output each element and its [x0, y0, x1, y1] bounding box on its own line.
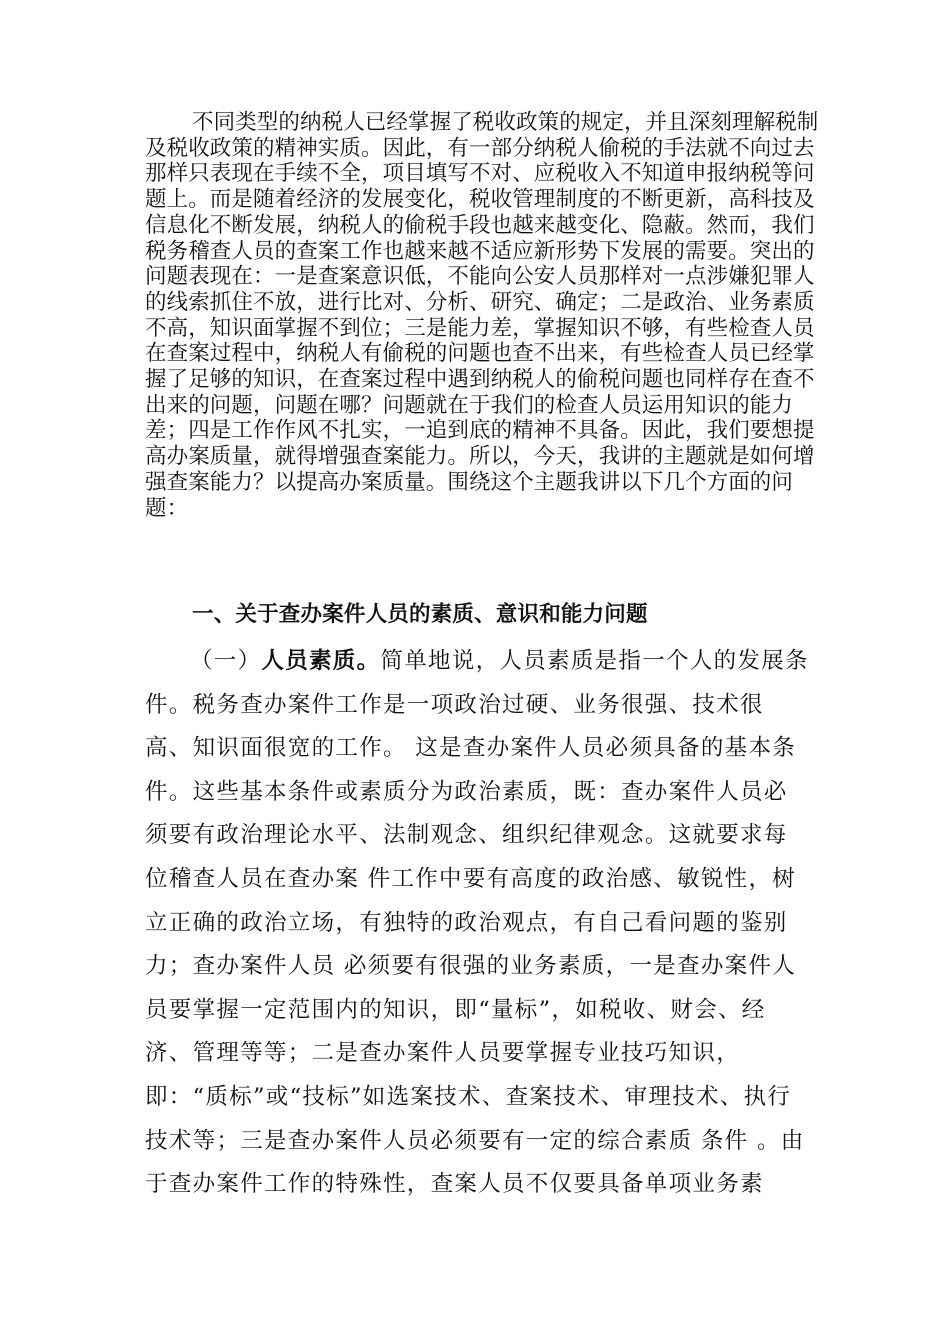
personnel-quality-paragraph: [145, 640, 810, 1207]
personnel-quality-text: 简单地说，人员素质是指一个人的发展条件。税务查办案件工作是一项政治过硬、业务很强、技术很高、知识面很宽的工作。 这是查办案件人员必须具备的基本条件。这些基本条件或素质分为政治素质，既：查办案件人员必须要有政治理论水平、法制观念、组织纪律观念。这就要求每位稽查人员在查办案 件工作中要有高度的政治感、敏锐性，树立正确的政治立场，有独特的政治观点，有自己看问题的鉴别力；查办案件人员 必须要有很强的业务素质，一是查办案件人员要掌握一定范围内的知识，即“量标”，如税收、财会、经济、管理等等；二是查办案件人员要掌握专业技巧知识，即：“质标”或“技标”如选案技术、查案技术、审理技术、执行技术等；三是查办案件人员必须要有一定的综合素质 条件 。由于查办案件工作的特殊性，查案人员不仅要具备单项业务素: [145, 648, 809, 1198]
intro-paragraph: 不同类型的纳税人已经掌握了税收政策的规定，并且深刻理解税制及税收政策的精神实质。因此，有一部分纳税人偷税的手法就不向过去那样只表现在手续不全，项目填写不对、应税收入不知道申报纳税等问题上。而是随着经济的发展变化，税收管理制度的不断更新，高科技及信息化不断发展，纳税人的偷税手段也越来越变化、隐蔽。然而，我们税务稽查人员的查案工作也越来越不适应新形势下发展的需要。突出的问题表现在：一是查案意识低，不能向公安人员那样对一点涉嫌犯罪人的线索抓住不放，进行比对、分析、研究、确定；二是政治、业务素质不高，知识面掌握不到位；三是能力差，掌握知识不够，有些检查人员在查案过程中，纳税人有偷税的问题也查不出来，有些检查人员已经掌握了足够的知识，在查案过程中遇到纳税人的偷税问题也同样存在查不出来的问题，问题在哪？问题就在于我们的检查人员运用知识的能力差；四是工作作风不扎实，一追到底的精神不具备。因此，我们要想提高办案质量，就得增强查案能力。所以，今天，我讲的主题就是如何增强查案能力？以提高办案质量。围绕这个主题我讲以下几个方面的问题：: [145, 110, 819, 521]
subsection-number: （一）: [190, 648, 262, 674]
subsection-title: 人员素质。: [261, 648, 381, 674]
section-heading: 一、关于查办案件人员的素质、意识和能力问题: [192, 602, 648, 627]
